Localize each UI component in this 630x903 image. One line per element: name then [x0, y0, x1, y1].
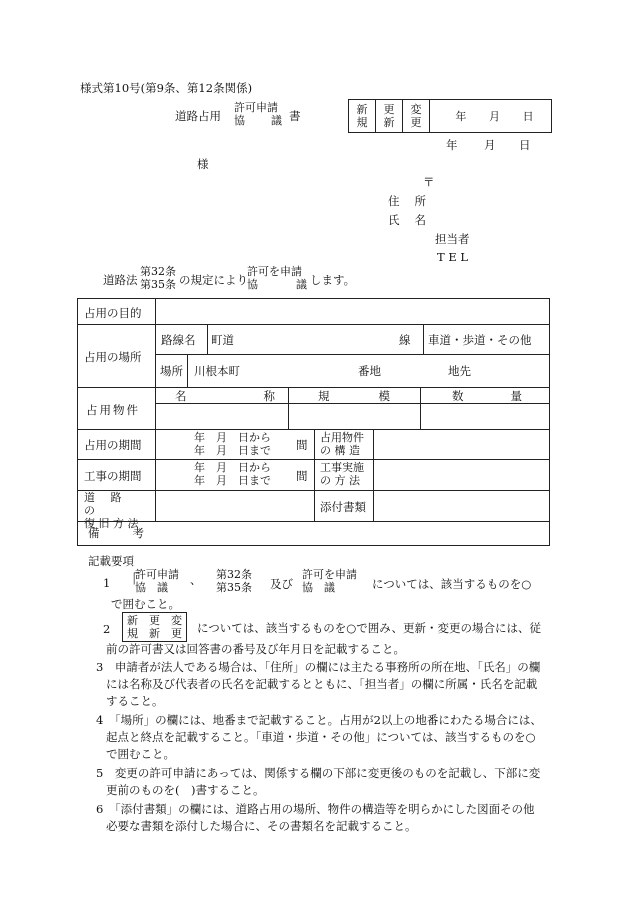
title-choice — [234, 101, 282, 127]
application-table — [77, 298, 550, 546]
statement-middle: の規定により — [179, 273, 248, 287]
col-spec-header: 規 模 — [318, 389, 390, 403]
status-new[interactable]: 新 規 — [349, 100, 376, 133]
period-duration: 間 — [296, 438, 308, 452]
period-label: 占用の期間 — [84, 438, 142, 452]
period-range[interactable]: 年 月 日から 年 月 日まで — [194, 431, 271, 457]
note1-cont: で囲むこと。 — [111, 597, 180, 611]
note1-q2: 第32条 第35条 — [216, 568, 252, 594]
note2-cont: 前の許可書又は回答書の番号及び年月日を記載すること。 — [106, 642, 405, 656]
person-in-charge-label: 担当者 — [435, 232, 470, 246]
note1-num: 1 — [103, 576, 111, 590]
tel-label: T E L — [437, 250, 469, 264]
note2-text: については、該当するものを○で囲み、更新・変更の場合には、従 — [197, 621, 541, 635]
postal-mark: 〒 — [423, 175, 435, 189]
work-duration: 間 — [296, 469, 308, 483]
work-period-label: 工事の期間 — [84, 469, 142, 483]
col-name-header: 名 称 — [175, 389, 275, 403]
title-suffix: 書 — [289, 109, 301, 123]
date-day: 日 — [519, 138, 531, 152]
structure-label: 占用物件 の 構 造 — [320, 431, 364, 457]
status-change[interactable]: 変 更 — [403, 100, 430, 133]
address-label: 住 所 — [388, 194, 426, 208]
name-label: 氏 名 — [388, 213, 426, 227]
note5-line1: 5 変更の許可申請にあっては、関係する欄の下部に変更後のものを記載し、下部に変 — [96, 766, 541, 780]
note4-line3: で囲むこと。 — [106, 747, 175, 761]
statement-article: 第32条 第35条 — [140, 265, 176, 291]
restore-label: 道 路 の 復 旧 方 法 — [84, 491, 139, 530]
route-line: 線 — [399, 333, 411, 347]
addressee-suffix: 様 — [197, 157, 209, 171]
status-renew[interactable]: 更 新 — [376, 100, 403, 133]
note1-q1: 許可申請 協 議 — [135, 568, 179, 594]
remarks-label: 備 考 — [88, 526, 144, 540]
route-value[interactable]: 町道 — [211, 333, 234, 347]
note6-line2: 必要な書類を添付した場合に、その書類名を記載すること。 — [106, 819, 417, 833]
title-choice-bottom-b: 議 — [271, 114, 282, 127]
note2-box: 新 更 変 規 新 更 — [122, 612, 187, 642]
statement-end: します。 — [310, 273, 356, 287]
note5-line2: 更前のものを( )書すること。 — [106, 783, 265, 797]
note2-num: 2 — [103, 622, 111, 636]
note4-line2: 起点と終点を記載すること。「車道・歩道・その他」については、該当するものを○ — [106, 730, 536, 744]
date-year: 年 — [446, 138, 458, 152]
note3-line1: 3 申請者が法人である場合は、「住所」の欄には主たる事務所の所在地、「氏名」の欄 — [96, 660, 541, 674]
road-type[interactable]: 車道・歩道・その他 — [428, 333, 532, 347]
place-number: 番地 — [358, 364, 381, 378]
notes-heading: 記載要項 — [88, 554, 134, 568]
form-number: 様式第10号(第9条、第12条関係) — [80, 81, 253, 95]
place-town[interactable]: 川根本町 — [194, 364, 240, 378]
attachments-label: 添付書類 — [320, 500, 366, 514]
objects-label: 占用物件 — [86, 403, 140, 417]
note6-line1: 6 「添付書類」の欄には、道路占用の場所、物件の構造等を明らかにした図面その他 — [96, 802, 535, 816]
statement-choice: 許可を申請 協 議 — [247, 265, 307, 291]
note1-sep: 、 — [190, 573, 202, 587]
route-label: 路線名 — [161, 333, 196, 347]
title-choice-bottom-a: 協 — [234, 114, 245, 127]
purpose-field[interactable] — [158, 301, 548, 321]
date-month: 月 — [484, 138, 496, 152]
note3-line2: には名称及び代表者の氏名を記載するとともに、「担当者」の欄に所属・氏名を記載 — [106, 677, 538, 691]
status-date[interactable]: 年 月 日 — [430, 100, 552, 133]
method-label: 工事実施 の 方 法 — [320, 461, 364, 487]
note1-and: 及び — [270, 577, 293, 591]
work-period-range[interactable]: 年 月 日から 年 月 日まで — [194, 461, 271, 487]
statement-law: 道路法 — [103, 273, 138, 287]
location-label: 占用の場所 — [84, 350, 142, 364]
col-qty-header: 数 量 — [452, 389, 522, 403]
note3-line3: すること。 — [106, 694, 164, 708]
note4-line1: 4 「場所」の欄には、地番まで記載すること。占用が2以上の地番にわたる場合には、 — [96, 713, 542, 727]
place-label: 場所 — [160, 364, 183, 378]
note1-text: については、該当するものを○ — [372, 577, 532, 591]
note1-q3: 許可を申請 協 議 — [302, 568, 357, 594]
note1-bracket-open: 「 — [122, 572, 140, 593]
status-box — [348, 99, 552, 133]
title-choice-top: 許可申請 — [234, 101, 278, 114]
title-prefix: 道路占用 — [175, 109, 221, 123]
purpose-label: 占用の目的 — [84, 306, 142, 320]
place-ahead: 地先 — [448, 364, 471, 378]
